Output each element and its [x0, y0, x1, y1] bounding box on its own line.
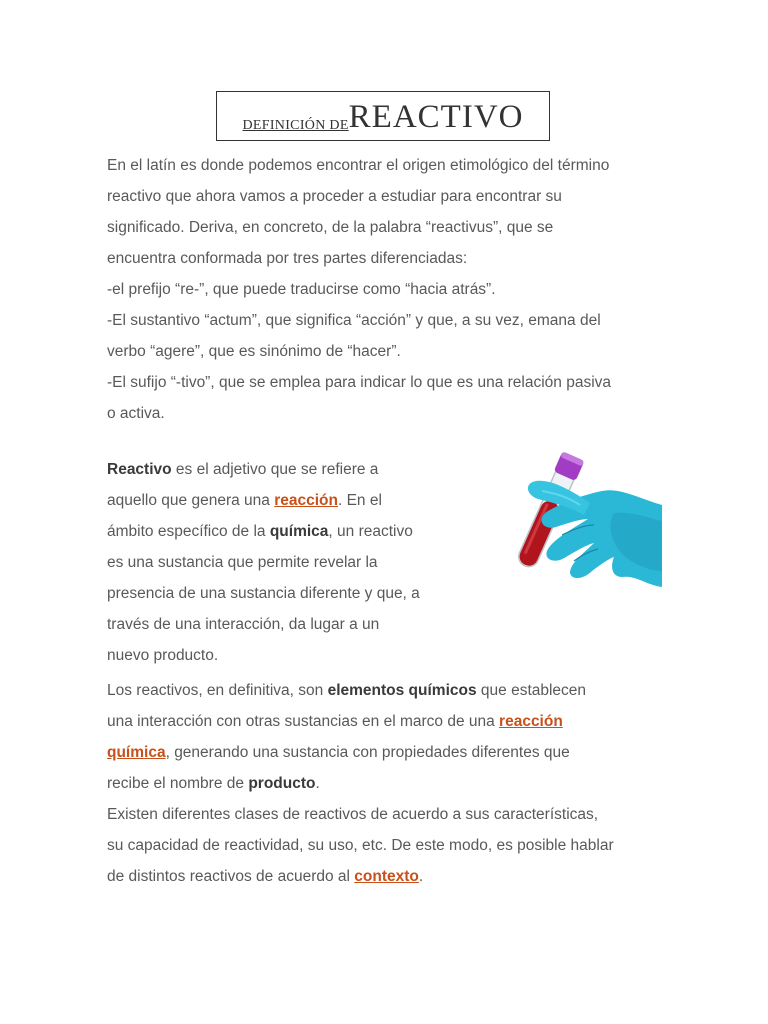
text-line: verbo “agere”, que es sinónimo de “hacer”. [107, 343, 401, 360]
text-line: encuentra conformada por tres partes diferenciadas: [107, 250, 468, 267]
paragraph-etymology [107, 150, 667, 429]
text-line: química, generando una sustancia con propiedades diferentes que [107, 744, 570, 761]
bold-term-producto: producto [248, 775, 316, 792]
link-reaccion[interactable]: reacción [274, 492, 338, 509]
bold-term-elementos-quimicos: elementos químicos [327, 682, 477, 699]
text-line: -El sustantivo “actum”, que significa “acción” y que, a su vez, emana del [107, 312, 601, 329]
bold-term-quimica: química [269, 523, 329, 540]
text-line: nuevo producto. [107, 647, 219, 664]
text-line: -El sufijo “-tivo”, que se emplea para indicar lo que es una relación pasiva [107, 374, 612, 391]
title-main: REACTIVO [348, 99, 524, 135]
text-line: reactivo que ahora vamos a proceder a estudiar para encontrar su [107, 188, 562, 205]
text-line: Existen diferentes clases de reactivos de acuerdo a sus características, [107, 806, 599, 823]
title-prefix: DEFINICIÓN DE [242, 118, 349, 133]
link-reaccion-quimica[interactable]: reacción [499, 713, 563, 730]
paragraph-definition [107, 454, 455, 671]
link-reaccion-quimica-cont[interactable]: química [107, 744, 166, 761]
bold-term-reactivo: Reactivo [107, 461, 172, 478]
gloved-hand-test-tube-icon [462, 447, 662, 612]
text-line: través de una interacción, da lugar a un [107, 616, 380, 633]
text-line: ámbito específico de la química, un reactivo [107, 523, 413, 540]
text-line: recibe el nombre de producto. [107, 775, 320, 792]
text-line: es una sustancia que permite revelar la [107, 554, 378, 571]
text-line: su capacidad de reactividad, su uso, etc. De este modo, es posible hablar [107, 837, 614, 854]
text-line: o activa. [107, 405, 165, 422]
text-line: En el latín es donde podemos encontrar el origen etimológico del término [107, 157, 610, 174]
text-line: -el prefijo “re-”, que puede traducirse como “hacia atrás”. [107, 281, 496, 298]
text-line: Los reactivos, en definitiva, son elementos químicos que establecen [107, 682, 587, 699]
text-line: una interacción con otras sustancias en el marco de una reacción [107, 713, 563, 730]
paragraph-types [107, 675, 672, 892]
text-line: significado. Deriva, en concreto, de la palabra “reactivus”, que se [107, 219, 554, 236]
text-line: Reactivo es el adjetivo que se refiere a [107, 461, 379, 478]
text-line: aquello que genera una reacción. En el [107, 492, 382, 509]
text-line: de distintos reactivos de acuerdo al contexto. [107, 868, 424, 885]
text-line: presencia de una sustancia diferente y que, a [107, 585, 420, 602]
link-contexto[interactable]: contexto [354, 868, 419, 885]
title-box [216, 91, 550, 141]
